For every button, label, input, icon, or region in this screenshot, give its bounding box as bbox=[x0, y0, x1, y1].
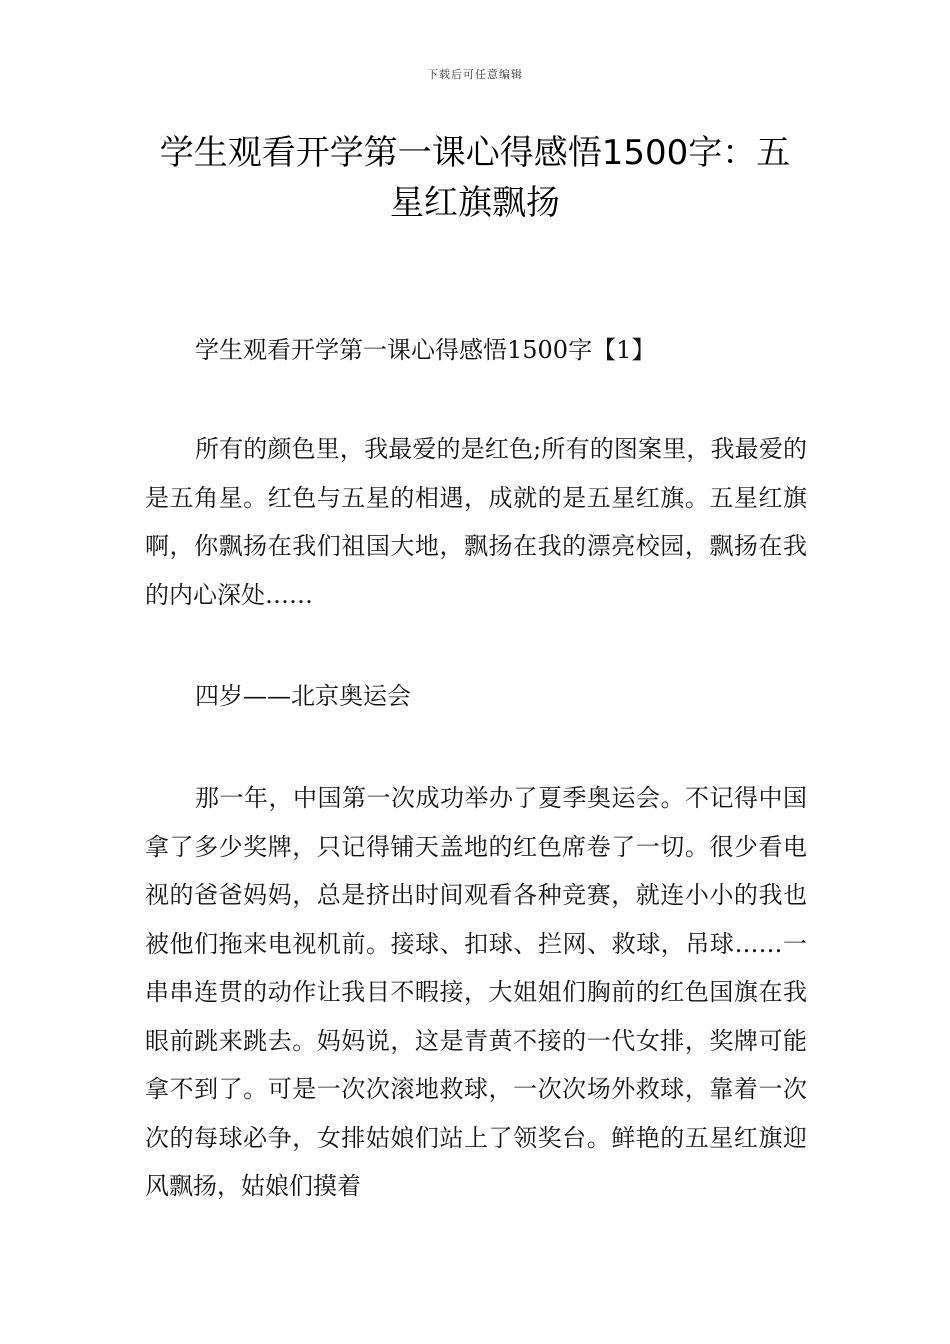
paragraph-intro: 所有的颜色里，我最爱的是红色;所有的图案里，我最爱的是五角星。红色与五星的相遇，成就的是五星红旗。五星红旗啊，你飘扬在我们祖国大地，飘扬在我的漂亮校园，飘扬在我的内心深处…… bbox=[145, 435, 807, 609]
section-heading: 四岁——北京奥运会 bbox=[195, 682, 411, 710]
section-subtitle: 学生观看开学第一课心得感悟1500字【1】 bbox=[195, 336, 656, 364]
paragraph-olympics: 那一年，中国第一次成功举办了夏季奥运会。不记得中国拿了多少奖牌，只记得铺天盖地的红色席卷了一切。很少看电视的爸爸妈妈，总是挤出时间观看各种竞赛，就连小小的我也被他们拖来电视机前。接球、扣球、拦网、救球，吊球……一串串连贯的动作让我目不暇接，大姐姐们胸前的红色国旗在我眼前跳来跳去。妈妈说，这是青黄不接的一代女排，奖牌可能拿不到了。可是一次次滚地救球，一次次场外救球，靠着一次次的每球必争，女排姑娘们站上了领奖台。鲜艳的五星红旗迎风飘扬，姑娘们摸着 bbox=[145, 784, 807, 1200]
header-note: 下载后可任意编辑 bbox=[427, 68, 523, 81]
document-title: 学生观看开学第一课心得感悟1500字：五星红旗飘扬 bbox=[159, 133, 791, 223]
